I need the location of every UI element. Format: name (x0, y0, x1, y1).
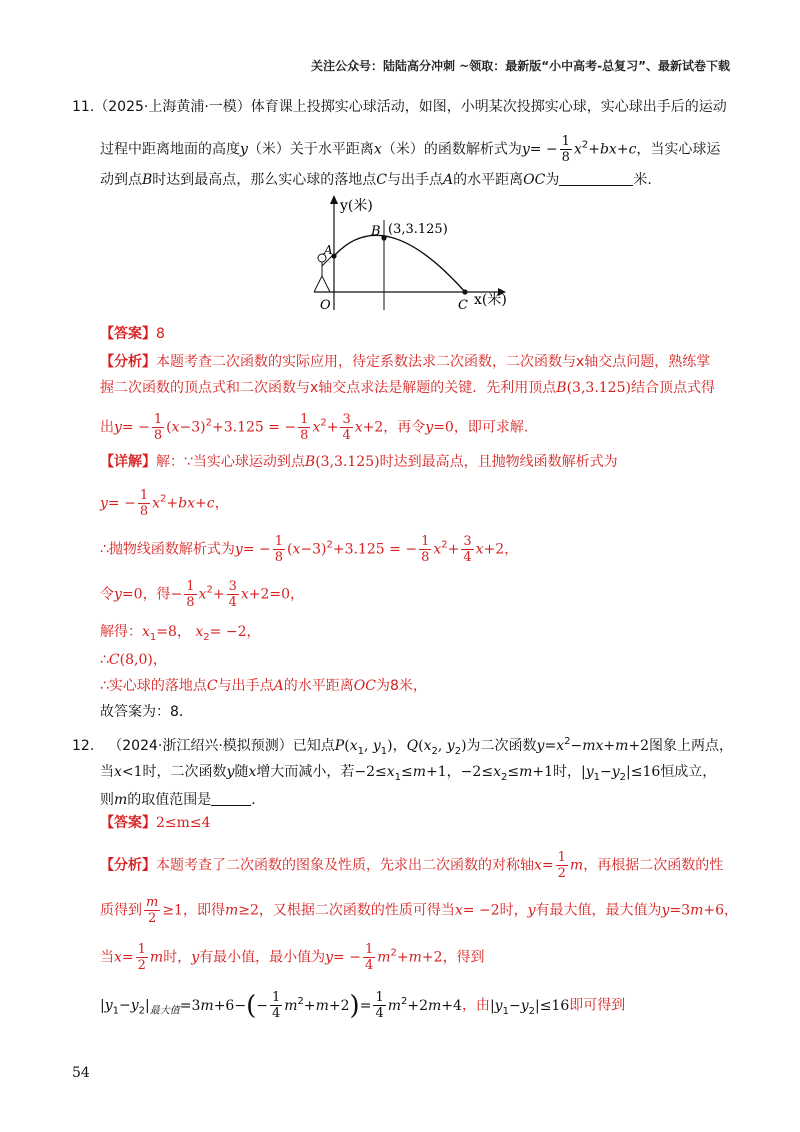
q11-trajectory-figure (300, 190, 530, 318)
page-header: 关注公众号：陆陆高分冲刺 ~领取：最新版“小中高考-总复习”、最新试卷下载 (311, 59, 730, 73)
q11-answer: 【答案】8 (100, 326, 165, 342)
stick-figure-icon (314, 254, 332, 292)
q12-answer-value: 2≤m≤4 (156, 815, 211, 831)
q11-analysis-2: 握二次函数的顶点式和二次函数与x轴交点求法是解题的关键．先利用顶点B(3,3.125)结合顶点式得 (100, 380, 715, 396)
q12-stem-line-1: 12. （2024·浙江绍兴·模拟预测）已知点$P(x_1$, $y_1$)，$Q(x_2$, $y_2$)为二次函数$y=x^2-mx+m+2$图象上两点， (72, 736, 734, 757)
q11-answer-value: 8 (156, 326, 165, 342)
q11-detail-2: y= − $\frac{1}{8}$ $x^2+bx+c$， (100, 488, 229, 519)
q11-detail-1: 【详解】解：∵当实心球运动到点B(3,3.125)时达到最高点，且抛物线函数解析式为 (100, 454, 618, 470)
q12-number: 12. (72, 738, 95, 754)
page-number: 54 (72, 1065, 90, 1081)
q11-stem-line-2: 过程中距离地面的高度y（米）关于水平距离x（米）的函数解析式为y= − $\frac{1}{8}$ $x^2+bx+c$，当实心球运 (100, 134, 721, 165)
q12-answer-blank (211, 805, 251, 806)
q12-answer: 【答案】2≤m≤4 (100, 815, 211, 831)
q12-analysis-1: 【分析】本题考查了二次函数的图象及性质，先求出二次函数的对称轴x= $\frac{1}{2}$ m，再根据二次函数的性 (100, 850, 724, 881)
q11-number: 11. (72, 99, 95, 115)
q11-stem-line-3: 动到点B时达到最高点，那么实心球的落地点C与出手点A的水平距离OC为 米. (100, 172, 652, 188)
q11-detail-6: ∴C(8,0)， (100, 652, 167, 668)
y-axis-arrow-icon (330, 195, 338, 204)
q12-stem-line-2: 当x<1时，二次函数y随x增大而减小，若$-2\le x_1\le m+1$，$-2\le x_2\le m+1$时，$|y_1-y_2|\le 16$恒成立， (100, 764, 717, 783)
q11-stem-1: 体育课上投掷实心球活动，如图，小明某次投掷实心球，实心球出手后的运动 (250, 99, 727, 115)
y-axis-label: y(米) (340, 198, 373, 214)
q11-final: 故答案为：8． (100, 704, 193, 720)
label-B: B (371, 224, 381, 239)
point-C (462, 289, 467, 294)
q11-detail-4: 令y=0，得− $\frac{1}{8}$ $x^2+$ $\frac{3}{4}$ x+2=0， (100, 579, 305, 610)
q11-detail-7: ∴实心球的落地点C与出手点A的水平距离OC为8米， (100, 678, 427, 694)
label-C: C (458, 298, 468, 313)
q12-analysis-3: 当x= $\frac{1}{2}$ m时，y有最小值，最小值为y= − $\frac{1}{4}$ $m^2+m+2$，得到 (100, 942, 485, 973)
label-O: O (320, 298, 331, 313)
label-A: A (324, 243, 333, 257)
q12-analysis-4: $|y_1-y_2|_{最大值}=3m+6-(-$ $\frac{1}{4}$ $m^2+m+2)=$ $\frac{1}{4}$ $m^2+2m+4$，由$|y_1-y_2|\le 16$即可得到 (100, 990, 626, 1021)
q12-analysis-2: 质得到 $\frac{m}{2}$ ≥1，即得m≥2，又根据二次函数的性质可得当x= −2时，y有最大值，最大值为y=3m+6， (100, 895, 739, 926)
q11-stem-line-1 (72, 97, 727, 117)
q11-answer-blank (559, 185, 633, 186)
q11-detail-3: ∴抛物线函数解析式为y= − $\frac{1}{8}$ $(x-3)^2+3.125$ = − $\frac{1}{8}$ $x^2+$ $\frac{3}{4}$ x+2， (100, 534, 519, 565)
label-B-coord: (3,3.125) (388, 222, 448, 237)
q11-detail-5: 解得：$x_1=8$， $x_2= -2$， (100, 624, 261, 643)
point-B (381, 235, 386, 240)
q11-analysis-3: 出y= − $\frac{1}{8}$ $(x-3)^2+3.125$ = − $\frac{1}{8}$ $x^2+$ $\frac{3}{4}$ x+2，再令y=0，即可求解. (100, 412, 529, 443)
parabola-curve (334, 235, 465, 292)
q12-source: （2024·浙江绍兴·模拟预测） (108, 738, 293, 754)
q12-stem-line-3: 则m的取值范围是 . (100, 792, 256, 808)
q11-source: （2025·上海黄浦·一模） (94, 99, 251, 115)
q11-analysis-1: 【分析】本题考查二次函数的实际应用，待定系数法求二次函数，二次函数与x轴交点问题，熟练掌 (100, 354, 711, 370)
x-axis-label: x(米) (474, 292, 507, 308)
